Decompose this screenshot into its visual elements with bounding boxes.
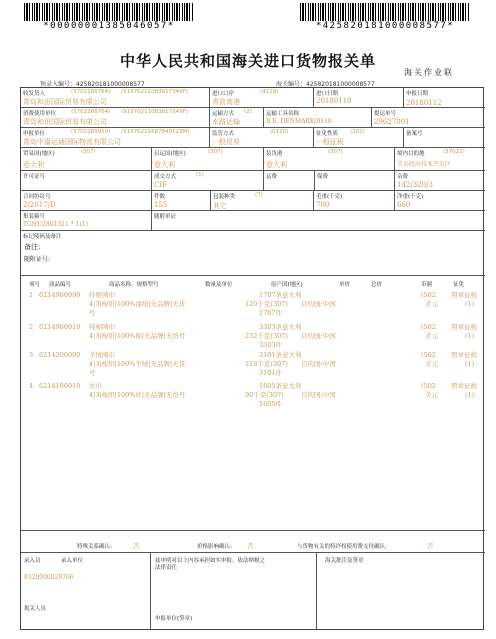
royalty-label: 与货物有关的特许权使用费支付确认：	[297, 544, 391, 550]
barcode-right	[300, 3, 470, 29]
special-value: 否	[133, 542, 140, 550]
col-qty: 数量及单位	[205, 282, 233, 288]
goods-cur: 美元	[425, 332, 438, 340]
goods-name1: 丝巾	[89, 382, 102, 390]
contract-cell: 合同协议号 2/2017/D	[21, 191, 152, 211]
remarks-label: 备注:	[24, 243, 41, 251]
marks-cell: 标记唛码及备注 备注: 随附证号:	[21, 231, 485, 276]
goods-q2: 90千克(307)	[245, 391, 284, 399]
declare-date-cell: 申报日期 20180112	[404, 88, 485, 108]
goods-origin: 目的国:中国	[301, 332, 336, 340]
statement-cell: 兹申明对以上内容承担如实申报、依法纳税之 法律责任 申报单位(签章)	[151, 552, 317, 630]
special-label: 特殊关系确认：	[77, 544, 116, 550]
goods-name1: 羊绒围巾	[89, 351, 115, 359]
consumer-cell: 消费使用单位 (3702268764) (91370211083817349F) 青岛和田国际贸易有限公司	[21, 108, 210, 128]
supervision-cell: 监管方式 (0110) 一般贸易	[210, 128, 314, 148]
form-title: 中华人民共和国海关进口货物报关单	[119, 52, 376, 70]
declarant-cell: 申报单位 (3702289950) (91370211687840123M) 青岛中嘉运通国际物流有限公司	[21, 128, 210, 148]
import-date-cell: 进口日期 20180110	[314, 88, 404, 108]
insurance-cell: 保费	[314, 171, 395, 191]
docs-cell: 随附单证	[152, 211, 485, 231]
pre-entry-no: 预录入编号：425820181000008577	[40, 81, 145, 88]
goods-q1: 1605条意大利	[259, 382, 302, 390]
terms-cell: 成交方式 (1) CIF	[152, 171, 264, 191]
goods-ex2: (1)	[465, 360, 475, 368]
col-exemption: 征免	[453, 282, 465, 288]
col-total: 总价	[371, 282, 383, 288]
goods-q1: 3303条意大利	[259, 323, 302, 331]
net-cell: 净重(千克) 660	[395, 191, 485, 211]
goods-ex2: (1)	[465, 300, 475, 308]
goods-cur_code: (502	[421, 382, 436, 390]
col-currency: 币制	[421, 282, 433, 288]
goods-ex2: (1)	[465, 391, 475, 399]
entry-cell: 录入员 录入单位 8320000029766 报关人员	[21, 552, 151, 630]
dest-cell: 境内目的地 (37022) 青岛经济技术开发区	[395, 148, 485, 171]
goods-cur_code: (502	[421, 351, 436, 359]
goods-name3: 号	[89, 369, 96, 377]
consignee-cell: 收发货人 (3702268764) (91370211083817349F) 青岛和田国际贸易有限公司	[21, 88, 210, 108]
goods-no: 1	[29, 291, 34, 299]
goods-origin: 目的国:中国	[301, 360, 336, 368]
goods-ex: 照章征税	[451, 323, 477, 331]
goods-ex: 照章征税	[451, 291, 477, 299]
goods-cur: 美元	[425, 300, 438, 308]
consignee-name: 青岛和田国际贸易有限公司	[23, 98, 107, 106]
goods-code: 6214900010	[39, 323, 81, 331]
goods-name1: 纤维围巾	[89, 291, 115, 299]
declaration-table	[20, 87, 484, 630]
goods-q1: 3101条意大利	[259, 351, 302, 359]
col-name: 商品名称、规格型号	[109, 282, 159, 288]
package-cell: 包装种类 (7) 其它	[211, 191, 314, 211]
goods-name2: 4|3|梭织|100%棉|无品牌|无货号	[89, 332, 186, 340]
goods-cur_code: (502	[421, 323, 436, 331]
goods-q2: 232千克(307)	[245, 332, 288, 340]
goods-cur: 美元	[425, 391, 438, 399]
customs-no: 海关编号：425820181000008577	[276, 81, 375, 88]
goods-name1: 纯棉围巾	[89, 323, 115, 331]
entry-staff-no: 8320000029766	[24, 574, 74, 581]
goods-q3: 1787件	[259, 309, 283, 317]
goods-q2: 218千克(307)	[245, 360, 288, 368]
goods-no: 2	[29, 323, 34, 331]
goods-q3: 1605件	[259, 400, 283, 408]
entry-port-cell: 进口口岸 (4218) 青前湾港	[210, 88, 314, 108]
goods-q1: 1787条意大利	[259, 291, 302, 299]
record-cell: 备案号	[404, 128, 485, 148]
price-label: 价格影响确认：	[197, 544, 236, 550]
barcode-left-text: *00000001385046057*	[43, 21, 175, 31]
goods-name3: 号	[89, 309, 96, 317]
goods-cur: 美元	[425, 360, 438, 368]
goods-cur_code: (502	[421, 291, 436, 299]
col-price: 单价	[339, 282, 351, 288]
goods-q2: 120千克(307)	[245, 300, 288, 308]
royalty-value: 否	[427, 542, 434, 550]
freight-cell: 运费	[264, 171, 395, 191]
goods-code: 6214900090	[39, 291, 81, 299]
goods-origin: 目的国:中国	[301, 391, 336, 399]
trade-country-cell: 贸易国(地区) (307) 意大利	[21, 148, 152, 171]
license-cell: 许可证号	[21, 171, 152, 191]
barcode-right-text: *425820181000008577*	[315, 21, 455, 31]
customs-remark-cell: 海关批注及签章	[325, 558, 364, 564]
goods-ex: 照章征税	[451, 351, 477, 359]
container-cell: 集装箱号 TGHU2801311 * 1(1)	[21, 211, 152, 231]
corner-label: 海关作业联	[404, 68, 454, 77]
goods-name2: 4|3|梭织|100%涤纶|无品牌|无货	[89, 300, 186, 308]
price-value: 否	[247, 542, 254, 550]
goods-ex2: (1)	[465, 332, 475, 340]
bl-cell: 提运单号 29627001	[372, 108, 485, 128]
declare-unit-sign: 申报单位(签章)	[155, 616, 193, 622]
col-code: 商品编号	[49, 282, 72, 288]
goods-q3: 3303件	[259, 341, 283, 349]
goods-code: 6214100010	[39, 382, 81, 390]
goods-no: 4	[29, 382, 34, 390]
levy-cell: 征免性质 (101) 一般征税	[314, 128, 404, 148]
pieces-cell: 件数 155	[152, 191, 211, 211]
goods-name2: 4|3|梭织|100%羊绒|无品牌|无货	[89, 360, 186, 368]
cert-label: 随附证号:	[24, 256, 51, 263]
misc-cell: 杂费 142/320/3	[395, 171, 485, 191]
origin-country-cell: 启运国(地区) (307) 意大利	[152, 148, 264, 171]
col-origin: 原产国(地区)	[271, 282, 303, 288]
barcode-left	[24, 3, 194, 29]
goods-ex: 照章征税	[451, 382, 477, 390]
goods-code: 6214200000	[39, 351, 81, 359]
port-cell: 装货港 (307) 意大利	[264, 148, 395, 171]
vessel-cell: 运输工具名称 B.E. DENMARK/0418	[264, 108, 372, 128]
gross-cell: 毛重(千克) 700	[314, 191, 395, 211]
goods-name2: 4|3|梭织|100%丝|无品牌|无货号	[89, 391, 186, 399]
goods-no: 3	[29, 351, 34, 359]
transport-cell: 运输方式 (2) 水路运输	[210, 108, 264, 128]
goods-origin: 目的国:中国	[301, 300, 336, 308]
col-item-no: 项号	[29, 282, 41, 288]
goods-q3: 3101件	[259, 369, 283, 377]
